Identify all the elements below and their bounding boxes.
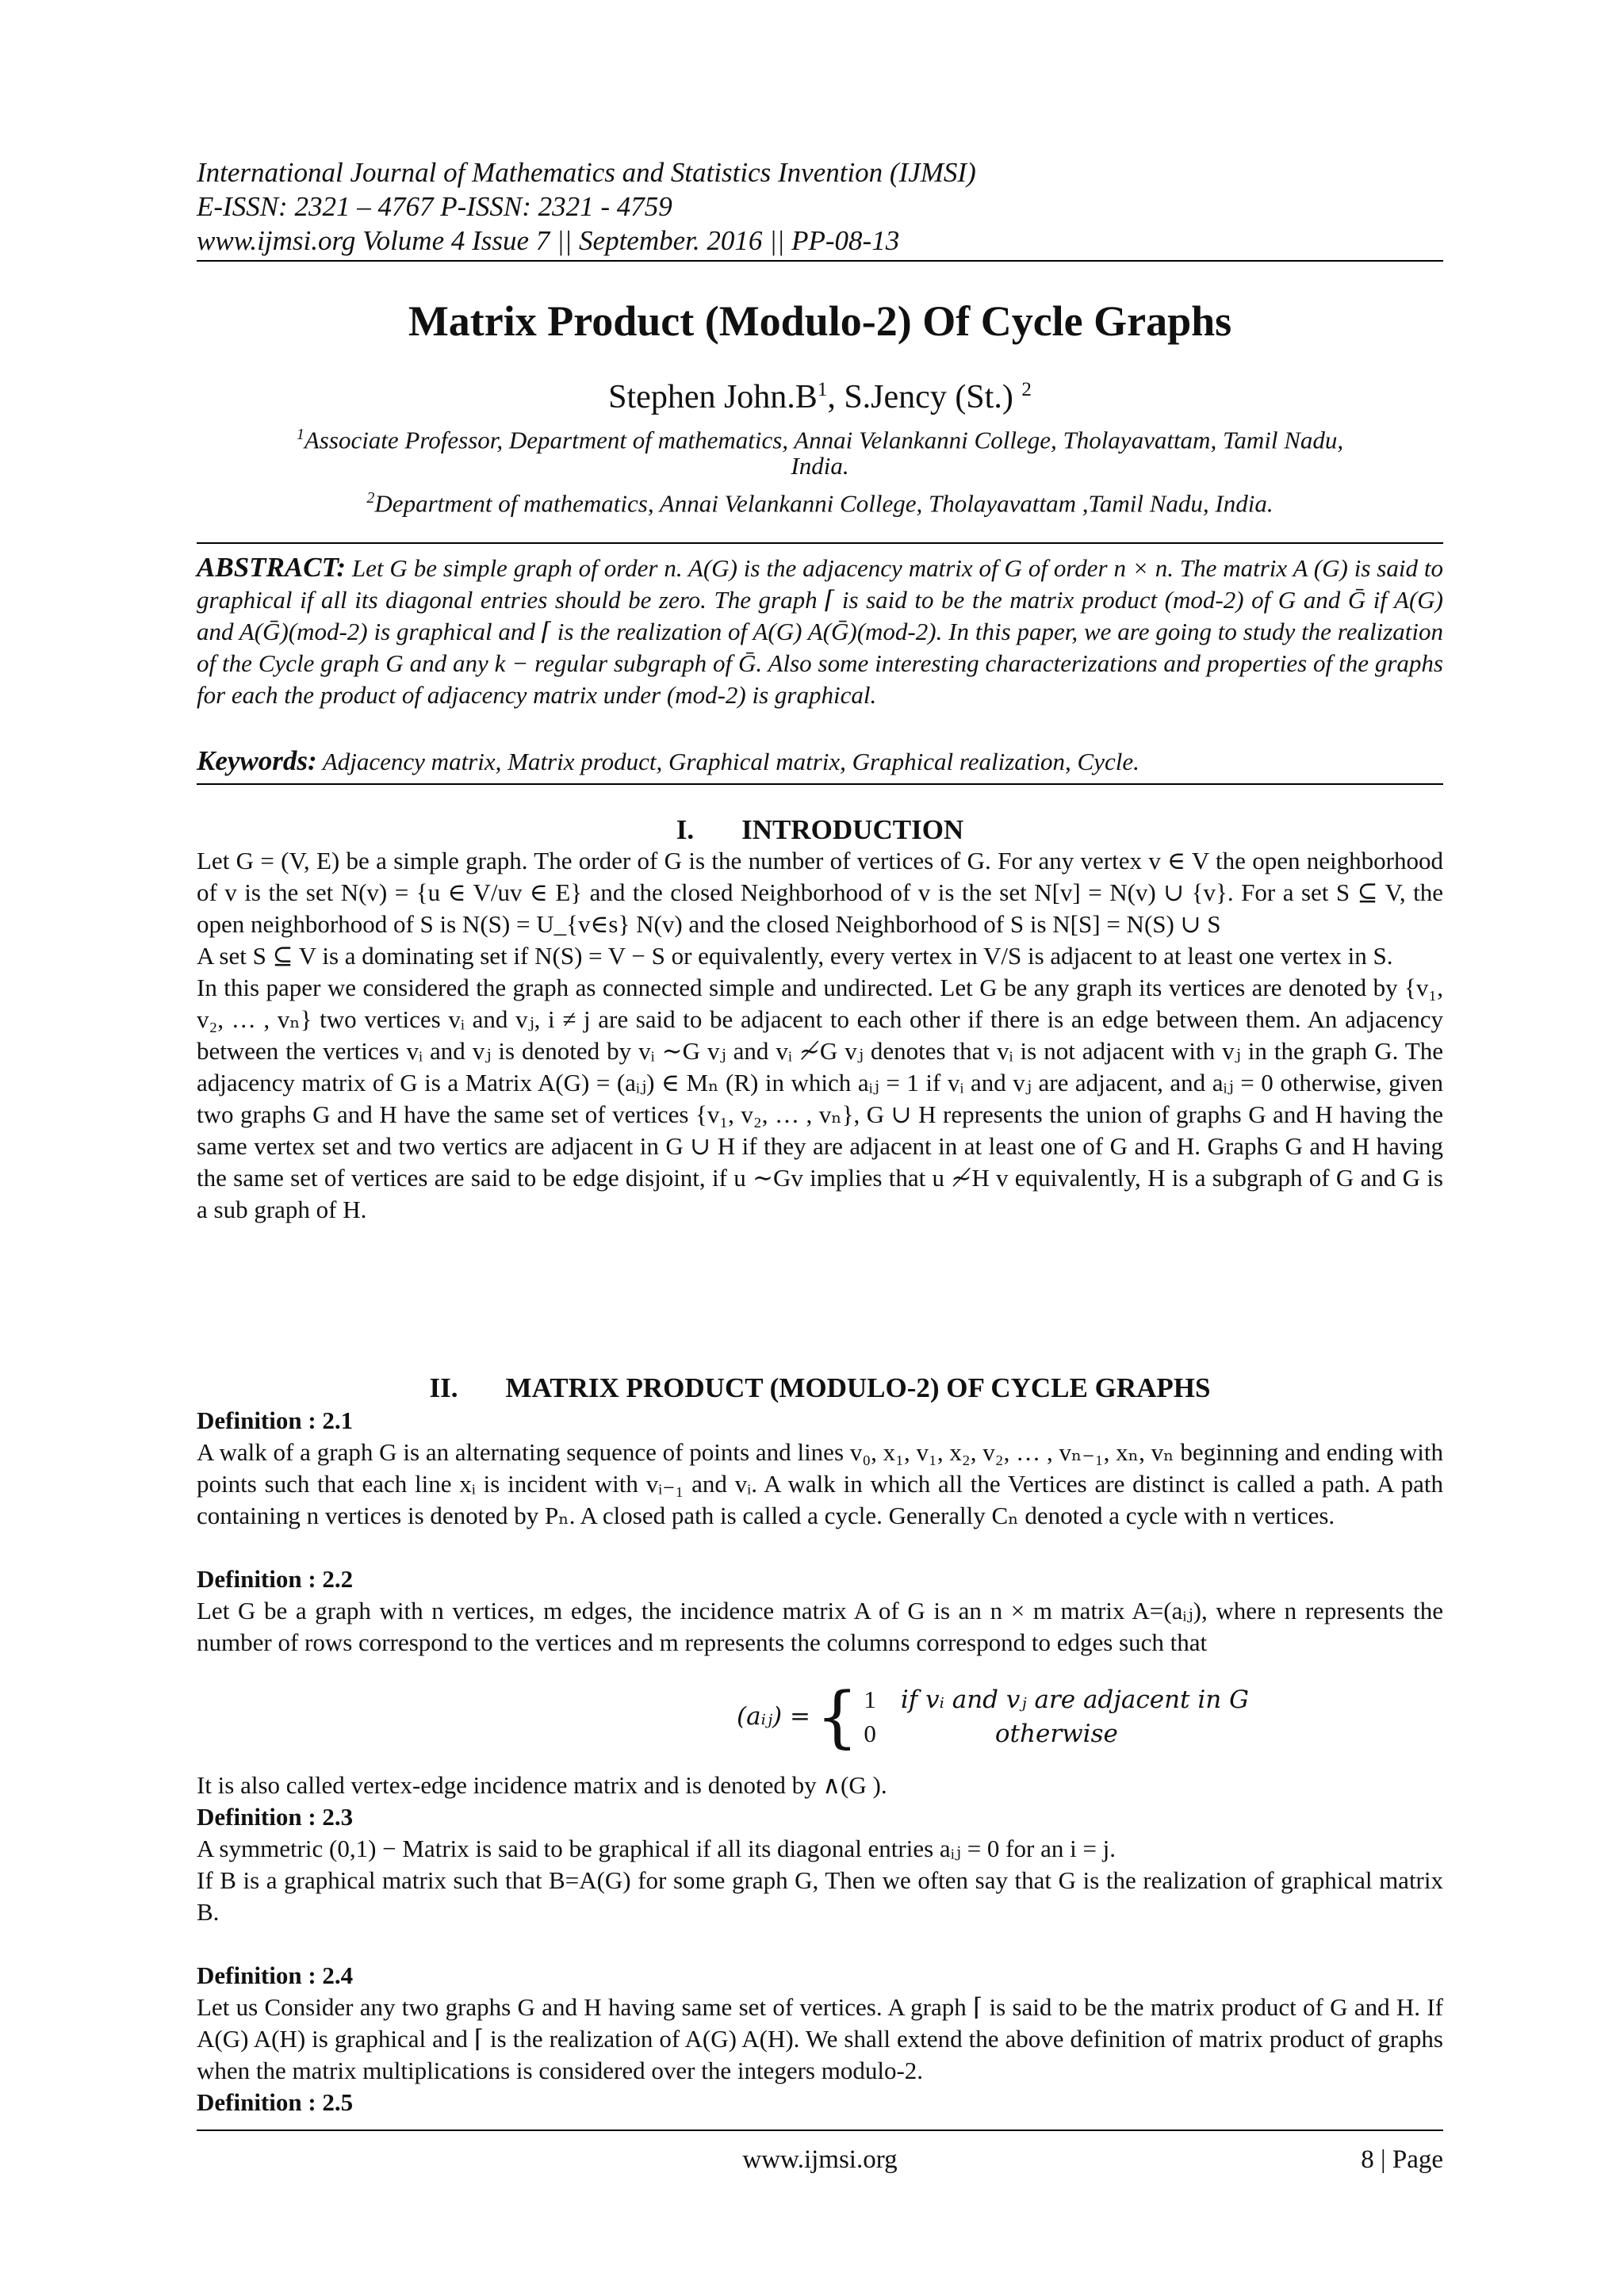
intro-paragraph-2: A set S ⊆ V is a dominating set if N(S) = V − S or equivalently, every vertex in V/S is adjacent to at least one vertex in S. [197, 942, 1393, 970]
equation-brace: { [815, 1678, 859, 1755]
equation-table [736, 1678, 1250, 1755]
definition-2-2-after: It is also called vertex-edge incidence matrix and is denoted by ∧(G ). [197, 1771, 887, 1799]
definition-2-1-label: Definition : 2.1 [197, 1406, 354, 1434]
abstract-label: ABSTRACT: [197, 552, 347, 583]
abstract-text: Let G be simple graph of order n. A(G) is the adjacency matrix of G of order n × n. The matrix A (G) is said to graphical if all its diagonal entries should be zero. The graph ⌈ is said to be the matrix product (mod-2) of G and Ḡ if A(G) and A(Ḡ)(mod-2) is graphical and ⌈ is the realization of A(G) A(Ḡ)(mod-2). In this paper, we are going to study the realization of the Cycle graph G and any k − regular subgraph of Ḡ. Also some interesting characterizations and properties of the graphs for each the product of adjacency matrix under (mod-2) is graphical. [197, 554, 1443, 709]
definition-2-1-text: A walk of a graph G is an alternating sequence of points and lines v₀, x₁, v₁, x₂, v₂, … , vₙ₋₁, xₙ, vₙ beginning and ending with points such that each line xᵢ is incident with vᵢ₋₁ and vᵢ. A walk in which all the Vertices are distinct is called a path. A path containing n vertices is denoted by Pₙ. A closed path is called a cycle. Generally Cₙ denoted a cycle with n vertices. [197, 1438, 1443, 1529]
keywords-label: Keywords: [197, 745, 317, 776]
abstract [197, 552, 1443, 711]
footer-url: www.ijmsi.org [742, 2145, 898, 2174]
incidence-equation [736, 1678, 1250, 1755]
definition-2-4-label: Definition : 2.4 [197, 1961, 354, 1989]
introduction-body [197, 845, 1443, 1226]
journal-name: International Journal of Mathematics and Statistics Invention (IJMSI) [197, 157, 976, 188]
author-1: Stephen John.B [608, 379, 818, 415]
keywords-text: Adjacency matrix, Matrix product, Graphical matrix, Graphical realization, Cycle. [316, 748, 1139, 775]
definition-2-3-body [197, 1833, 1443, 1928]
section-heading-1 [197, 813, 1443, 847]
affiliation-1-sup: 1 [296, 426, 304, 443]
keywords [197, 745, 1443, 778]
equation-case-1-value: 1 [864, 1685, 876, 1713]
affiliation-1-cont: India. [791, 452, 849, 480]
footer-page-number: 8 | Page [1361, 2145, 1443, 2174]
equation-case-2-condition: otherwise [994, 1719, 1118, 1748]
affiliation-2-text: Department of mathematics, Annai Velankanni College, Tholayavattam ,Tamil Nadu, India. [374, 489, 1274, 518]
abstract-rule-top [197, 542, 1443, 544]
authors [197, 369, 1443, 418]
paper-title: Matrix Product (Modulo-2) Of Cycle Graphs [408, 297, 1232, 345]
equation-case-2-value: 0 [864, 1719, 876, 1747]
section-heading-2 [197, 1372, 1443, 1405]
definition-2-3-text-a: A symmetric (0,1) − Matrix is said to be graphical if all its diagonal entries aᵢⱼ = 0 for an i = j. [197, 1835, 1116, 1862]
affiliation-2-sup: 2 [366, 489, 375, 507]
journal-issn: E-ISSN: 2321 – 4767 P-ISSN: 2321 - 4759 [197, 191, 672, 222]
definition-2-3-label: Definition : 2.3 [197, 1803, 354, 1831]
equation-lhs: (aᵢⱼ) = [737, 1702, 810, 1731]
author-1-sup: 1 [817, 379, 828, 400]
footer-rule [197, 2130, 1443, 2131]
affiliation-2 [197, 482, 1443, 519]
author-2-sup: 2 [1021, 379, 1032, 400]
header-rule [197, 260, 1443, 262]
abstract-rule-bottom [197, 783, 1443, 785]
section-1-title: INTRODUCTION [741, 814, 964, 845]
journal-header [197, 155, 1443, 258]
affiliation-1-text: Associate Professor, Department of mathematics, Annai Velankanni College, Tholayavattam, Tamil Nadu, [304, 426, 1344, 454]
section-1-number: I. [676, 814, 695, 845]
author-2: S.Jency (St.) [844, 379, 1022, 415]
section-2-title: MATRIX PRODUCT (MODULO-2) OF CYCLE GRAPHS [505, 1372, 1211, 1403]
journal-volume: www.ijmsi.org Volume 4 Issue 7 || September. 2016 || PP-08-13 [197, 225, 900, 256]
definition-2-2-label: Definition : 2.2 [197, 1565, 354, 1593]
definition-2-2-text: Let G be a graph with n vertices, m edges, the incidence matrix A of G is an n × m matrix A=(aᵢⱼ), where n represents the number of rows correspond to the vertices and m represents the columns correspond to edges such that [197, 1597, 1443, 1656]
section-2-number: II. [429, 1372, 458, 1403]
equation-case-1-condition: if vᵢ and vⱼ are adjacent in G [900, 1685, 1249, 1714]
definition-2-5-label: Definition : 2.5 [197, 2088, 354, 2116]
definition-2-4-text: Let us Consider any two graphs G and H having same set of vertices. A graph ⌈ is said to be the matrix product of G and H. If A(G) A(H) is graphical and ⌈ is the realization of A(G) A(H). We shall extend the above definition of matrix product of graphs when the matrix multiplications is considered over the integers modulo-2. [197, 1993, 1443, 2084]
definition-2-3-text-b: If B is a graphical matrix such that B=A(G) for some graph G, Then we often say that G is the realization of graphical matrix B. [197, 1866, 1443, 1926]
intro-paragraph-3: In this paper we considered the graph as connected simple and undirected. Let G be any graph its vertices are denoted by {v₁, v₂, … , vₙ} two vertices vᵢ and vⱼ, i ≠ j are said to be adjacent to each other if there is an edge between them. An adjacency between the vertices vᵢ and vⱼ is denoted by vᵢ ∼G vⱼ and vᵢ ≁G vⱼ denotes that vᵢ is not adjacent with vⱼ in the graph G. The adjacency matrix of G is a Matrix A(G) = (aᵢⱼ) ∈ Mₙ (R) in which aᵢⱼ = 1 if vᵢ and vⱼ are adjacent, and aᵢⱼ = 0 otherwise, given two graphs G and H have the same set of vertices {v₁, v₂, … , vₙ}, G ∪ H represents the union of graphs G and H having the same vertex set and two vertics are adjacent in G ∪ H if they are adjacent in at least one of G and H. Graphs G and H having the same set of vertices are said to be edge disjoint, if u ∼Gv implies that u ≁H v equivalently, H is a subgraph of G and G is a sub graph of H. [197, 974, 1443, 1223]
intro-paragraph-1: Let G = (V, E) be a simple graph. The order of G is the number of vertices of G. For any vertex v ∈ V the open neighborhood of v is the set N(v) = {u ∈ V/uv ∈ E} and the closed Neighborhood of v is the set N[v] = N(v) ∪ {v}. For a set S ⊆ V, the open neighborhood of S is N(S) = U_{v∈s} N(v) and the closed Neighborhood of S is N[S] = N(S) ∪ S [197, 847, 1443, 938]
author-sep: , [827, 379, 845, 415]
